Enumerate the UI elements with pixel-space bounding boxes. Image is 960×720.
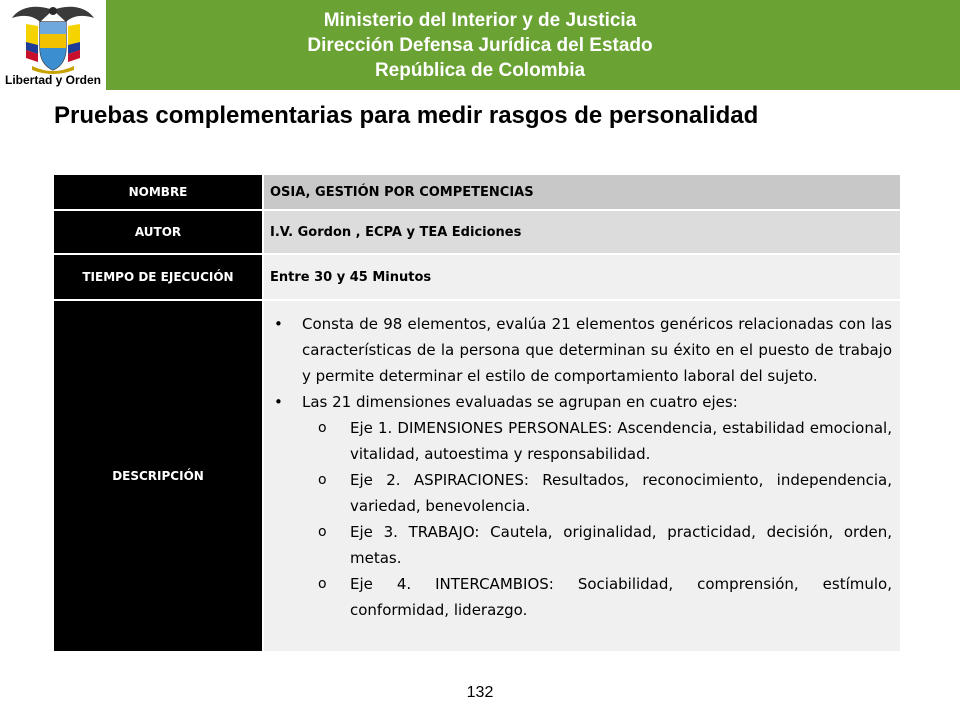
page-title: Pruebas complementarias para medir rasgos de personalidad — [54, 102, 759, 129]
list-item — [274, 389, 892, 415]
row-value: I.V. Gordon , ECPA y TEA Ediciones — [264, 211, 900, 253]
sub-list-item — [318, 467, 892, 519]
circle-bullet-icon: o — [318, 576, 327, 592]
sub-item-text: Eje 1. DIMENSIONES PERSONALES: Ascendencia, estabilidad emocional, vitalidad, autoestima y responsabilidad. — [350, 419, 892, 463]
header-text — [106, 8, 854, 83]
row-label: AUTOR — [54, 211, 262, 253]
table-row-author — [54, 211, 900, 253]
circle-bullet-icon: o — [318, 472, 327, 488]
sub-list-item — [318, 571, 892, 623]
seal-motto: Libertad y Orden — [4, 73, 102, 87]
table-row-name — [54, 175, 900, 209]
table-row-duration — [54, 255, 900, 299]
sub-list-item — [318, 415, 892, 467]
row-value: OSIA, GESTIÓN POR COMPETENCIAS — [264, 175, 900, 209]
row-label: TIEMPO DE EJECUCIÓN — [54, 255, 262, 299]
sub-item-text: Eje 2. ASPIRACIONES: Resultados, reconocimiento, independencia, variedad, benevolencia. — [350, 471, 892, 515]
bullet-text: Las 21 dimensiones evaluadas se agrupan en cuatro ejes: — [302, 393, 738, 411]
table-row-description — [54, 301, 900, 651]
row-label: DESCRIPCIÓN — [54, 301, 262, 651]
bullet-text: Consta de 98 elementos, evalúa 21 elementos genéricos relacionadas con las características de la persona que determinan su éxito en el puesto de trabajo y permite determinar el estilo de comportamiento laboral del sujeto. — [302, 315, 892, 385]
sub-item-text: Eje 3. TRABAJO: Cautela, originalidad, practicidad, decisión, orden, metas. — [350, 523, 892, 567]
list-item — [274, 311, 892, 389]
bullet-icon: • — [274, 393, 283, 411]
seal — [0, 0, 106, 92]
header-department: Dirección Defensa Jurídica del Estado — [307, 35, 653, 56]
header-ministry: Ministerio del Interior y de Justicia — [323, 10, 637, 31]
page-number: 132 — [466, 684, 494, 701]
circle-bullet-icon: o — [318, 524, 327, 540]
sub-list-item — [318, 519, 892, 571]
description-cell — [264, 301, 900, 651]
row-label: NOMBRE — [54, 175, 262, 209]
info-table — [54, 175, 900, 653]
bullet-icon: • — [274, 315, 283, 333]
circle-bullet-icon: o — [318, 420, 327, 436]
description-list — [274, 311, 892, 623]
coat-of-arms-icon — [8, 2, 98, 74]
row-value: Entre 30 y 45 Minutos — [264, 255, 900, 299]
sub-item-text: Eje 4. INTERCAMBIOS: Sociabilidad, comprensión, estímulo, conformidad, liderazgo. — [350, 575, 892, 619]
header-country: República de Colombia — [374, 60, 586, 81]
